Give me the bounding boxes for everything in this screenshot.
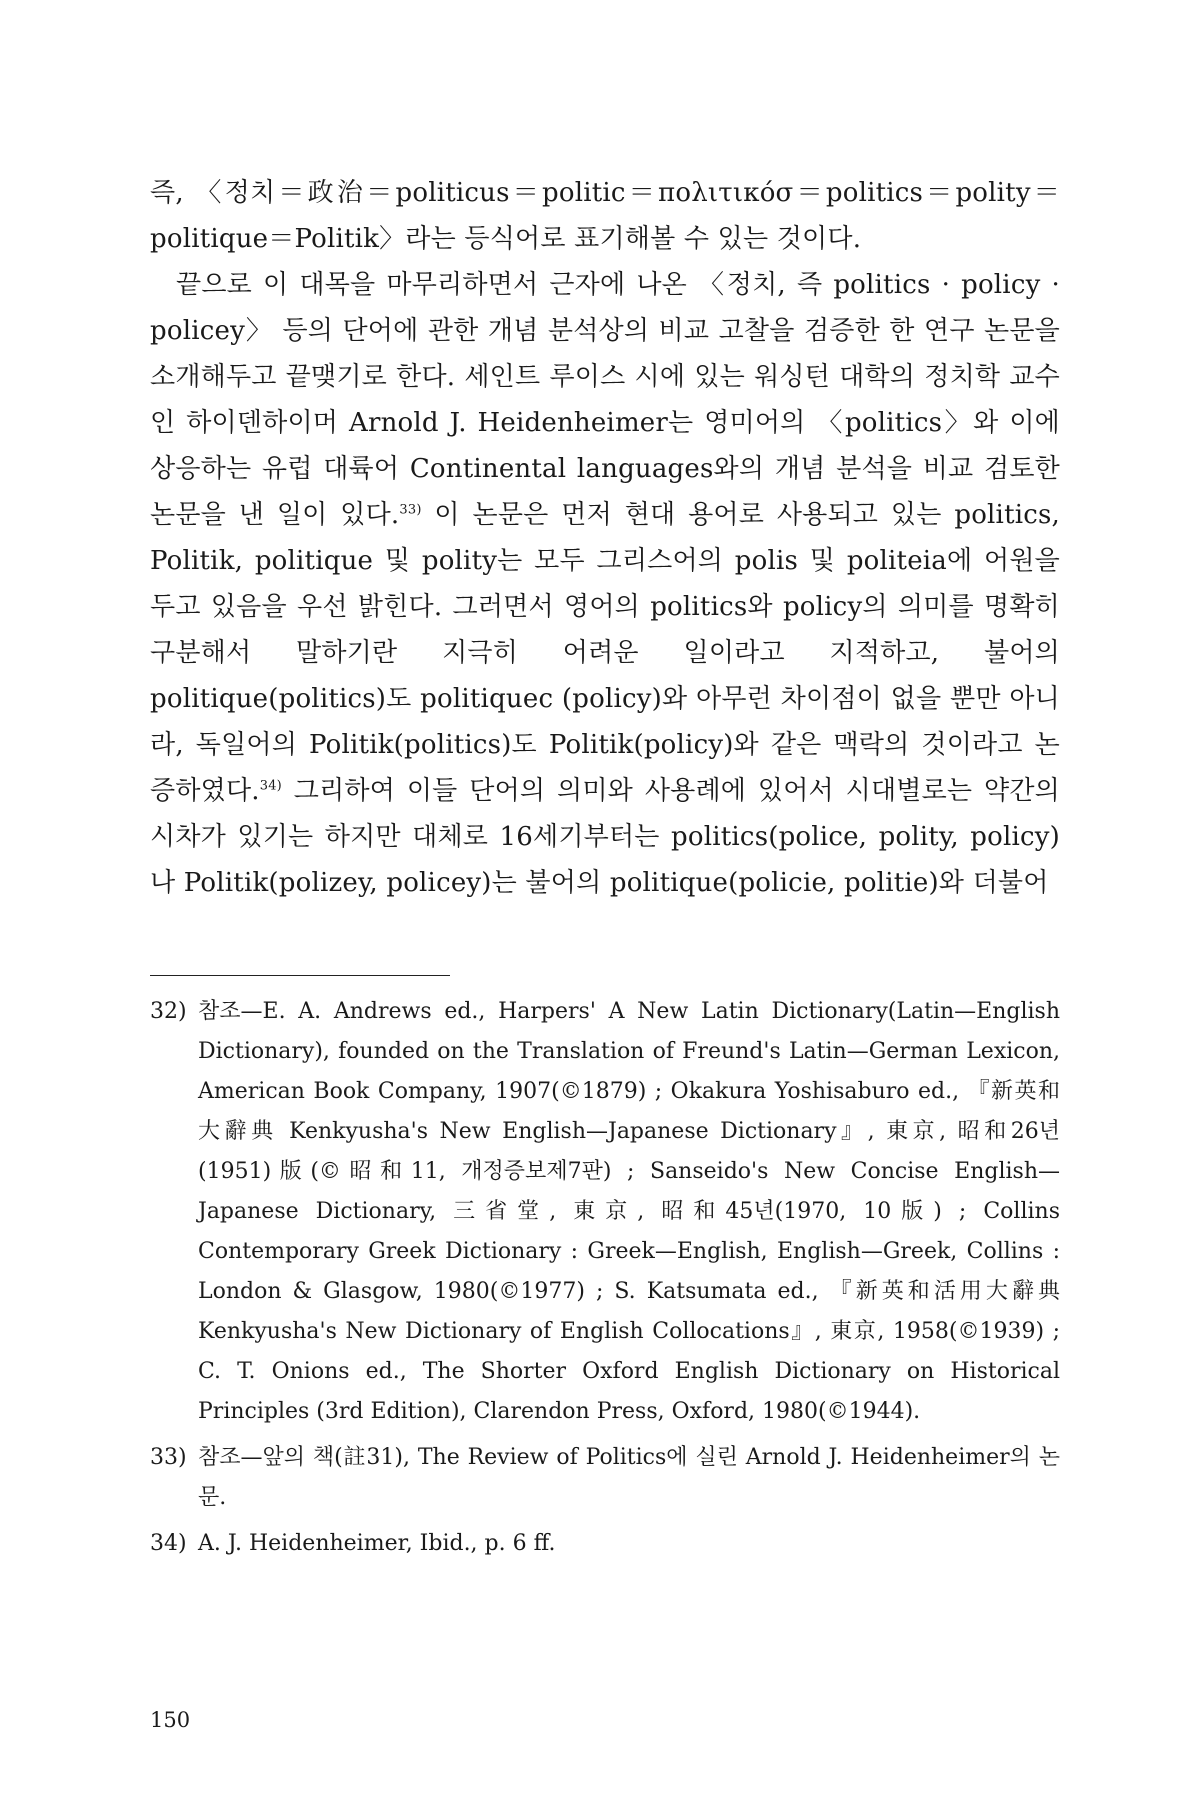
footnote-number: 32) <box>150 999 187 1024</box>
footnote-text: 참조—E. A. Andrews ed., Harpers' A New Latin Dictionary(Latin—English Dictionary), founded on the Translation of Freund's Latin—German Lexicon, American Book Company, 1907(©1879) ; Okakura Yoshisaburo ed., 『新英和大辭典 Kenkyusha's New English—Japanese Dictionary』, 東京, 昭和26년(1951)版(©昭和11, 개정증보제7판) ; Sanseido's New Concise English—Japanese Dictionary, 三省堂, 東京, 昭和45년(1970, 10版) ; Collins Contemporary Greek Dictionary : Greek—English, English—Greek, Collins : London & Glasgow, 1980(©1977) ; S. Katsumata ed., 『新英和活用大辭典 Kenkyusha's New Dictionary of English Collocations』, 東京, 1958(©1939) ; C. T. Onions ed., The Shorter Oxford English Dictionary on Historical Principles (3rd Edition), Clarendon Press, Oxford, 1980(©1944). <box>198 999 1060 1424</box>
footnote-number: 33) <box>150 1445 187 1470</box>
footnotes <box>150 992 1060 1570</box>
body-text <box>150 170 1060 906</box>
page-number: 150 <box>150 1708 191 1732</box>
paragraph-2-part-2: 이 논문은 먼저 현대 용어로 사용되고 있는 politics, Politik, politique 및 polity는 모두 그리스어의 polis 및 politeia에 어원을 두고 있음을 우선 밝힌다. 그러면서 영어의 politics와 policy의 의미를 명확히 구분해서 말하기란 지극히 어려운 일이라고 지적하고, 불어의 politique(politics)도 politiquec (policy)와 아무런 차이점이 없을 뿐만 아니라, 독일어의 Politik(politics)도 Politik(policy)와 같은 맥락의 것이라고 논증하였다. <box>150 500 1061 806</box>
footnote-ref-33[interactable]: 33) <box>399 502 422 518</box>
footnote-ref-34[interactable]: 34) <box>259 778 282 794</box>
footnote-33 <box>150 1438 1060 1518</box>
paragraph-2-part-1: 끝으로 이 대목을 마무리하면서 근자에 나온 〈정치, 즉 politics · policy · policey〉 등의 단어에 관한 개념 분석상의 비교 고찰을 검증한 한 연구 논문을 소개해두고 끝맺기로 한다. 세인트 루이스 시에 있는 워싱턴 대학의 정치학 교수인 하이덴하이머 Arnold J. Heidenheimer는 영미어의 〈politics〉와 이에 상응하는 유럽 대륙어 Continental languages와의 개념 분석을 비교 검토한 논문을 낸 일이 있다. <box>150 270 1060 530</box>
footnote-number: 34) <box>150 1531 187 1556</box>
paragraph-2 <box>150 262 1060 906</box>
footnote-text: 참조—앞의 책(註31), The Review of Politics에 실린 Arnold J. Heidenheimer의 논문. <box>198 1445 1060 1510</box>
footnote-34 <box>150 1524 1060 1564</box>
footnote-divider <box>150 975 450 976</box>
paragraph-2-part-3: 그리하여 이들 단어의 의미와 사용례에 있어서 시대별로는 약간의 시차가 있기는 하지만 대체로 16세기부터는 politics(police, polity, policy)나 Politik(polizey, policey)는 불어의 politique(policie, politie)와 더불어 <box>150 776 1060 898</box>
footnote-32 <box>150 992 1060 1432</box>
footnote-text: A. J. Heidenheimer, Ibid., p. 6 ff. <box>198 1531 556 1556</box>
paragraph-1: 즉, 〈정치＝政治＝politicus＝politic＝πολιτικόσ＝politics＝polity＝politique＝Politik〉라는 등식어로 표기해볼 수 있는 것이다. <box>150 178 1060 254</box>
